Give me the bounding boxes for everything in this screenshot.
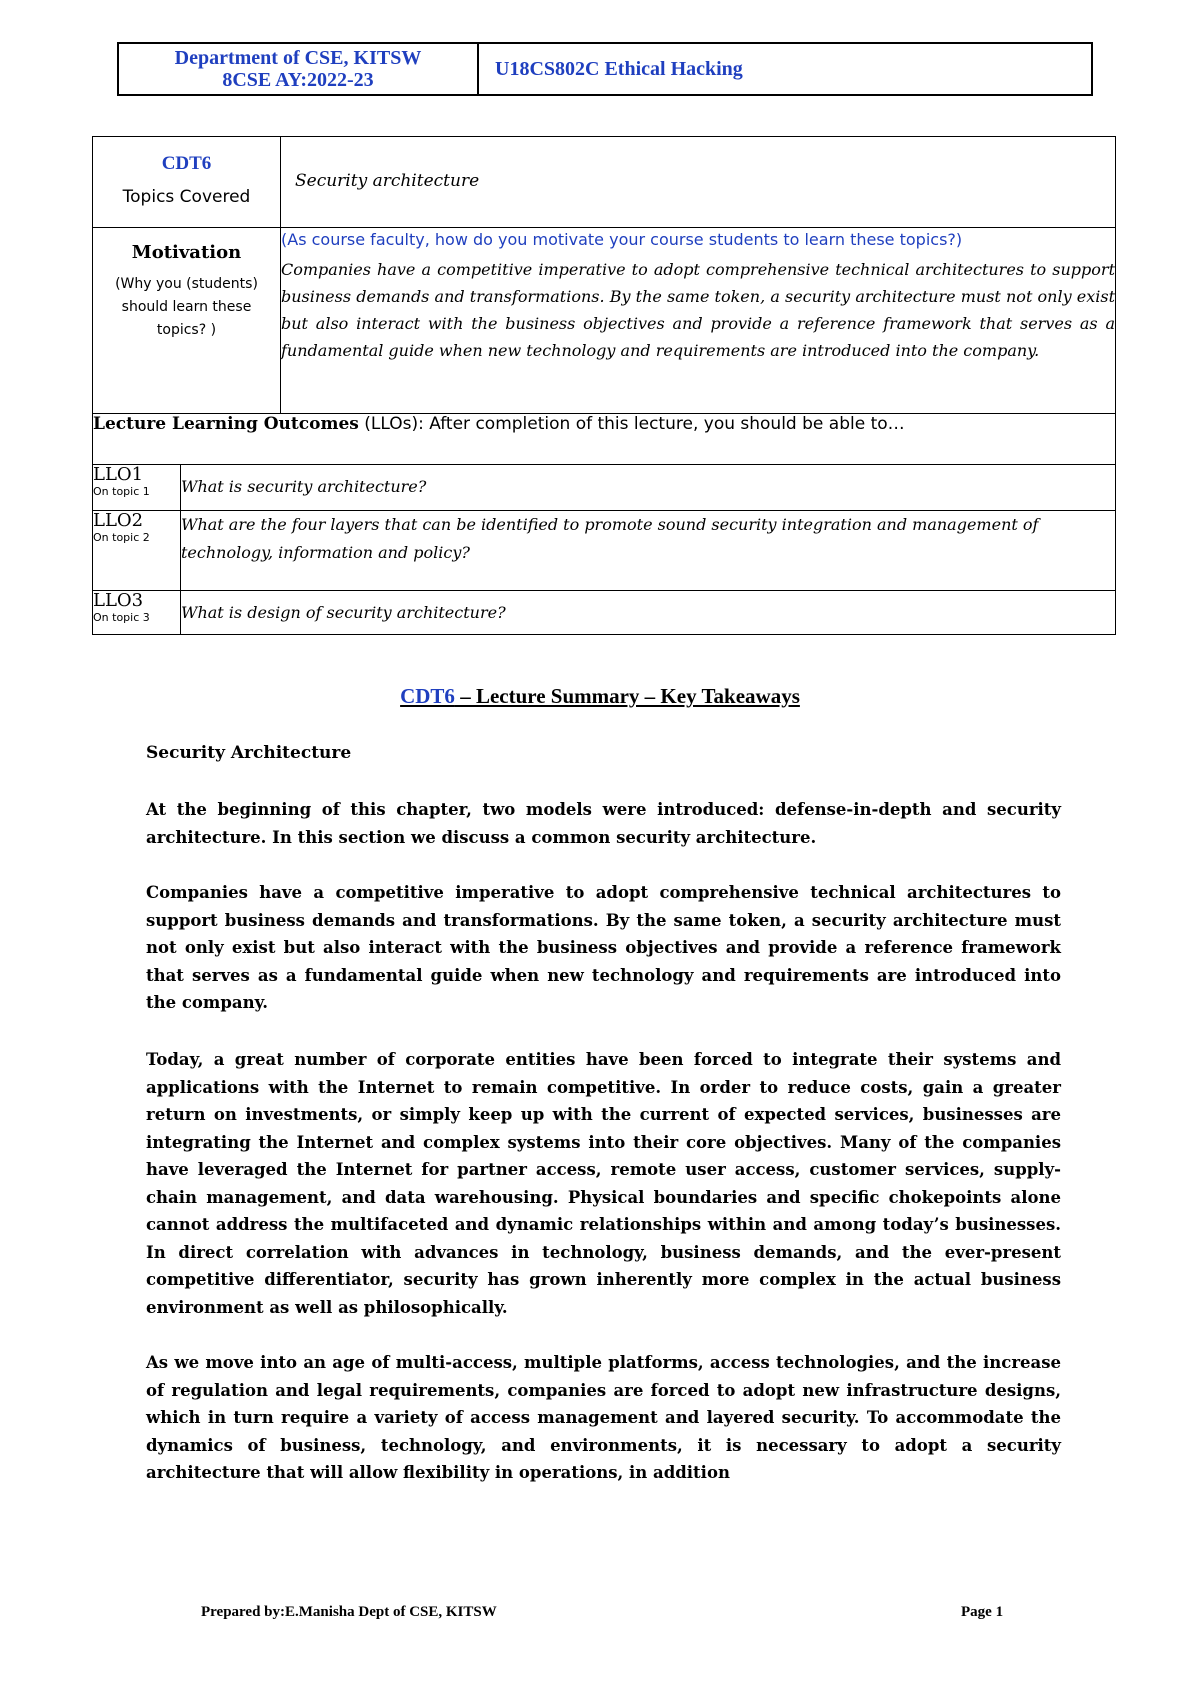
section-heading: Security Architecture	[146, 743, 352, 763]
llo-id-cell	[93, 591, 181, 635]
llo-heading-bold: Lecture Learning Outcomes	[93, 414, 359, 434]
topics-covered-label: Topics Covered	[122, 187, 251, 207]
llo-row	[93, 465, 1116, 511]
paragraph: At the beginning of this chapter, two models were introduced: defense-in-depth and security architecture. In this section we discuss a common security architecture.	[146, 800, 1061, 847]
llo-row	[93, 591, 1116, 635]
footer-page-number: Page 1	[961, 1604, 1004, 1620]
document-header	[117, 42, 1093, 96]
summary-title-rest: – Lecture Summary – Key Takeaways	[454, 684, 800, 708]
llo-question: What are the four layers that can be identified to promote sound security integration and management of technology, information and policy?	[181, 511, 1116, 591]
department-line: Department of CSE, KITSW	[174, 47, 422, 69]
academic-year-line: 8CSE AY:2022-23	[222, 69, 374, 91]
summary-title	[0, 684, 1200, 709]
department-cell	[119, 44, 479, 94]
llo-topic: On topic 1	[93, 485, 150, 498]
motivation-label-cell	[93, 228, 281, 414]
paragraph: As we move into an age of multi-access, multiple platforms, access technologies, and the increase of regulation and legal requirements, companies are forced to adopt new infrastructure designs, which in turn require a variety of access management and layered security. To accommodate the dynamics of business, technology, and environments, it is necessary to adopt a security architecture that will allow flexibility in operations, in addition	[146, 1353, 1061, 1482]
topics-row	[93, 137, 1116, 228]
llo-question: What is security architecture?	[181, 465, 1116, 511]
cdt-label: CDT6	[161, 153, 212, 174]
llo-id: LLO3	[93, 590, 144, 611]
topics-label-cell	[93, 137, 281, 228]
llo-id: LLO2	[93, 510, 144, 531]
llo-id-cell	[93, 465, 181, 511]
topics-value-cell	[281, 137, 1116, 228]
llo-id-cell	[93, 511, 181, 591]
course-title: U18CS802C Ethical Hacking	[495, 57, 743, 80]
llo-topic: On topic 2	[93, 531, 150, 544]
motivation-question: (As course faculty, how do you motivate your course students to learn these topics?)	[281, 230, 963, 249]
motivation-body: Companies have a competitive imperative to adopt comprehensive technical architectures to support business demands and transformations. By the same token, a security architecture must not only exist but also interact with the business objectives and provide a reference framework that serves as a fundamental guide when new technology and requirements are introduced into the company.	[281, 260, 1115, 360]
llo-heading-row	[93, 414, 1116, 465]
llo-row	[93, 511, 1116, 591]
motivation-subtitle: (Why you (students) should learn these topics? )	[115, 276, 258, 338]
llo-id: LLO1	[93, 464, 144, 485]
motivation-content-cell	[281, 228, 1116, 414]
topic-value: Security architecture	[295, 171, 480, 191]
paragraph: Companies have a competitive imperative to adopt comprehensive technical architectures to support business demands and transformations. By the same token, a security architecture must not only exist but also interact with the business objectives and provide a reference framework that serves as a fundamental guide when new technology and requirements are introduced into the company.	[146, 883, 1061, 1012]
footer-prepared-by: Prepared by:E.Manisha Dept of CSE, KITSW	[201, 1604, 497, 1620]
llo-topic: On topic 3	[93, 611, 150, 624]
llo-question: What is design of security architecture?	[181, 591, 1116, 635]
summary-title-cdt: CDT6	[400, 684, 455, 708]
llo-heading	[93, 414, 1116, 465]
motivation-row	[93, 228, 1116, 414]
paragraph: Today, a great number of corporate entities have been forced to integrate their systems and applications with the Internet to remain competitive. In order to reduce costs, gain a greater return on investments, or simply keep up with the current of expected services, businesses are integrating the Internet and complex systems into their core objectives. Many of the companies have leveraged the Internet for partner access, remote user access, customer services, supply-chain management, and data warehousing. Physical boundaries and specific chokepoints alone cannot address the multifaceted and dynamic relationships within and among today’s businesses. In direct correlation with advances in technology, business demands, and the ever-present competitive differentiator, security has grown inherently more complex in the actual business environment as well as philosophically.	[146, 1050, 1061, 1317]
cdt-table	[92, 136, 1116, 635]
llo-heading-rest: (LLOs): After completion of this lecture, you should be able to…	[358, 414, 905, 434]
motivation-title: Motivation	[131, 242, 242, 263]
